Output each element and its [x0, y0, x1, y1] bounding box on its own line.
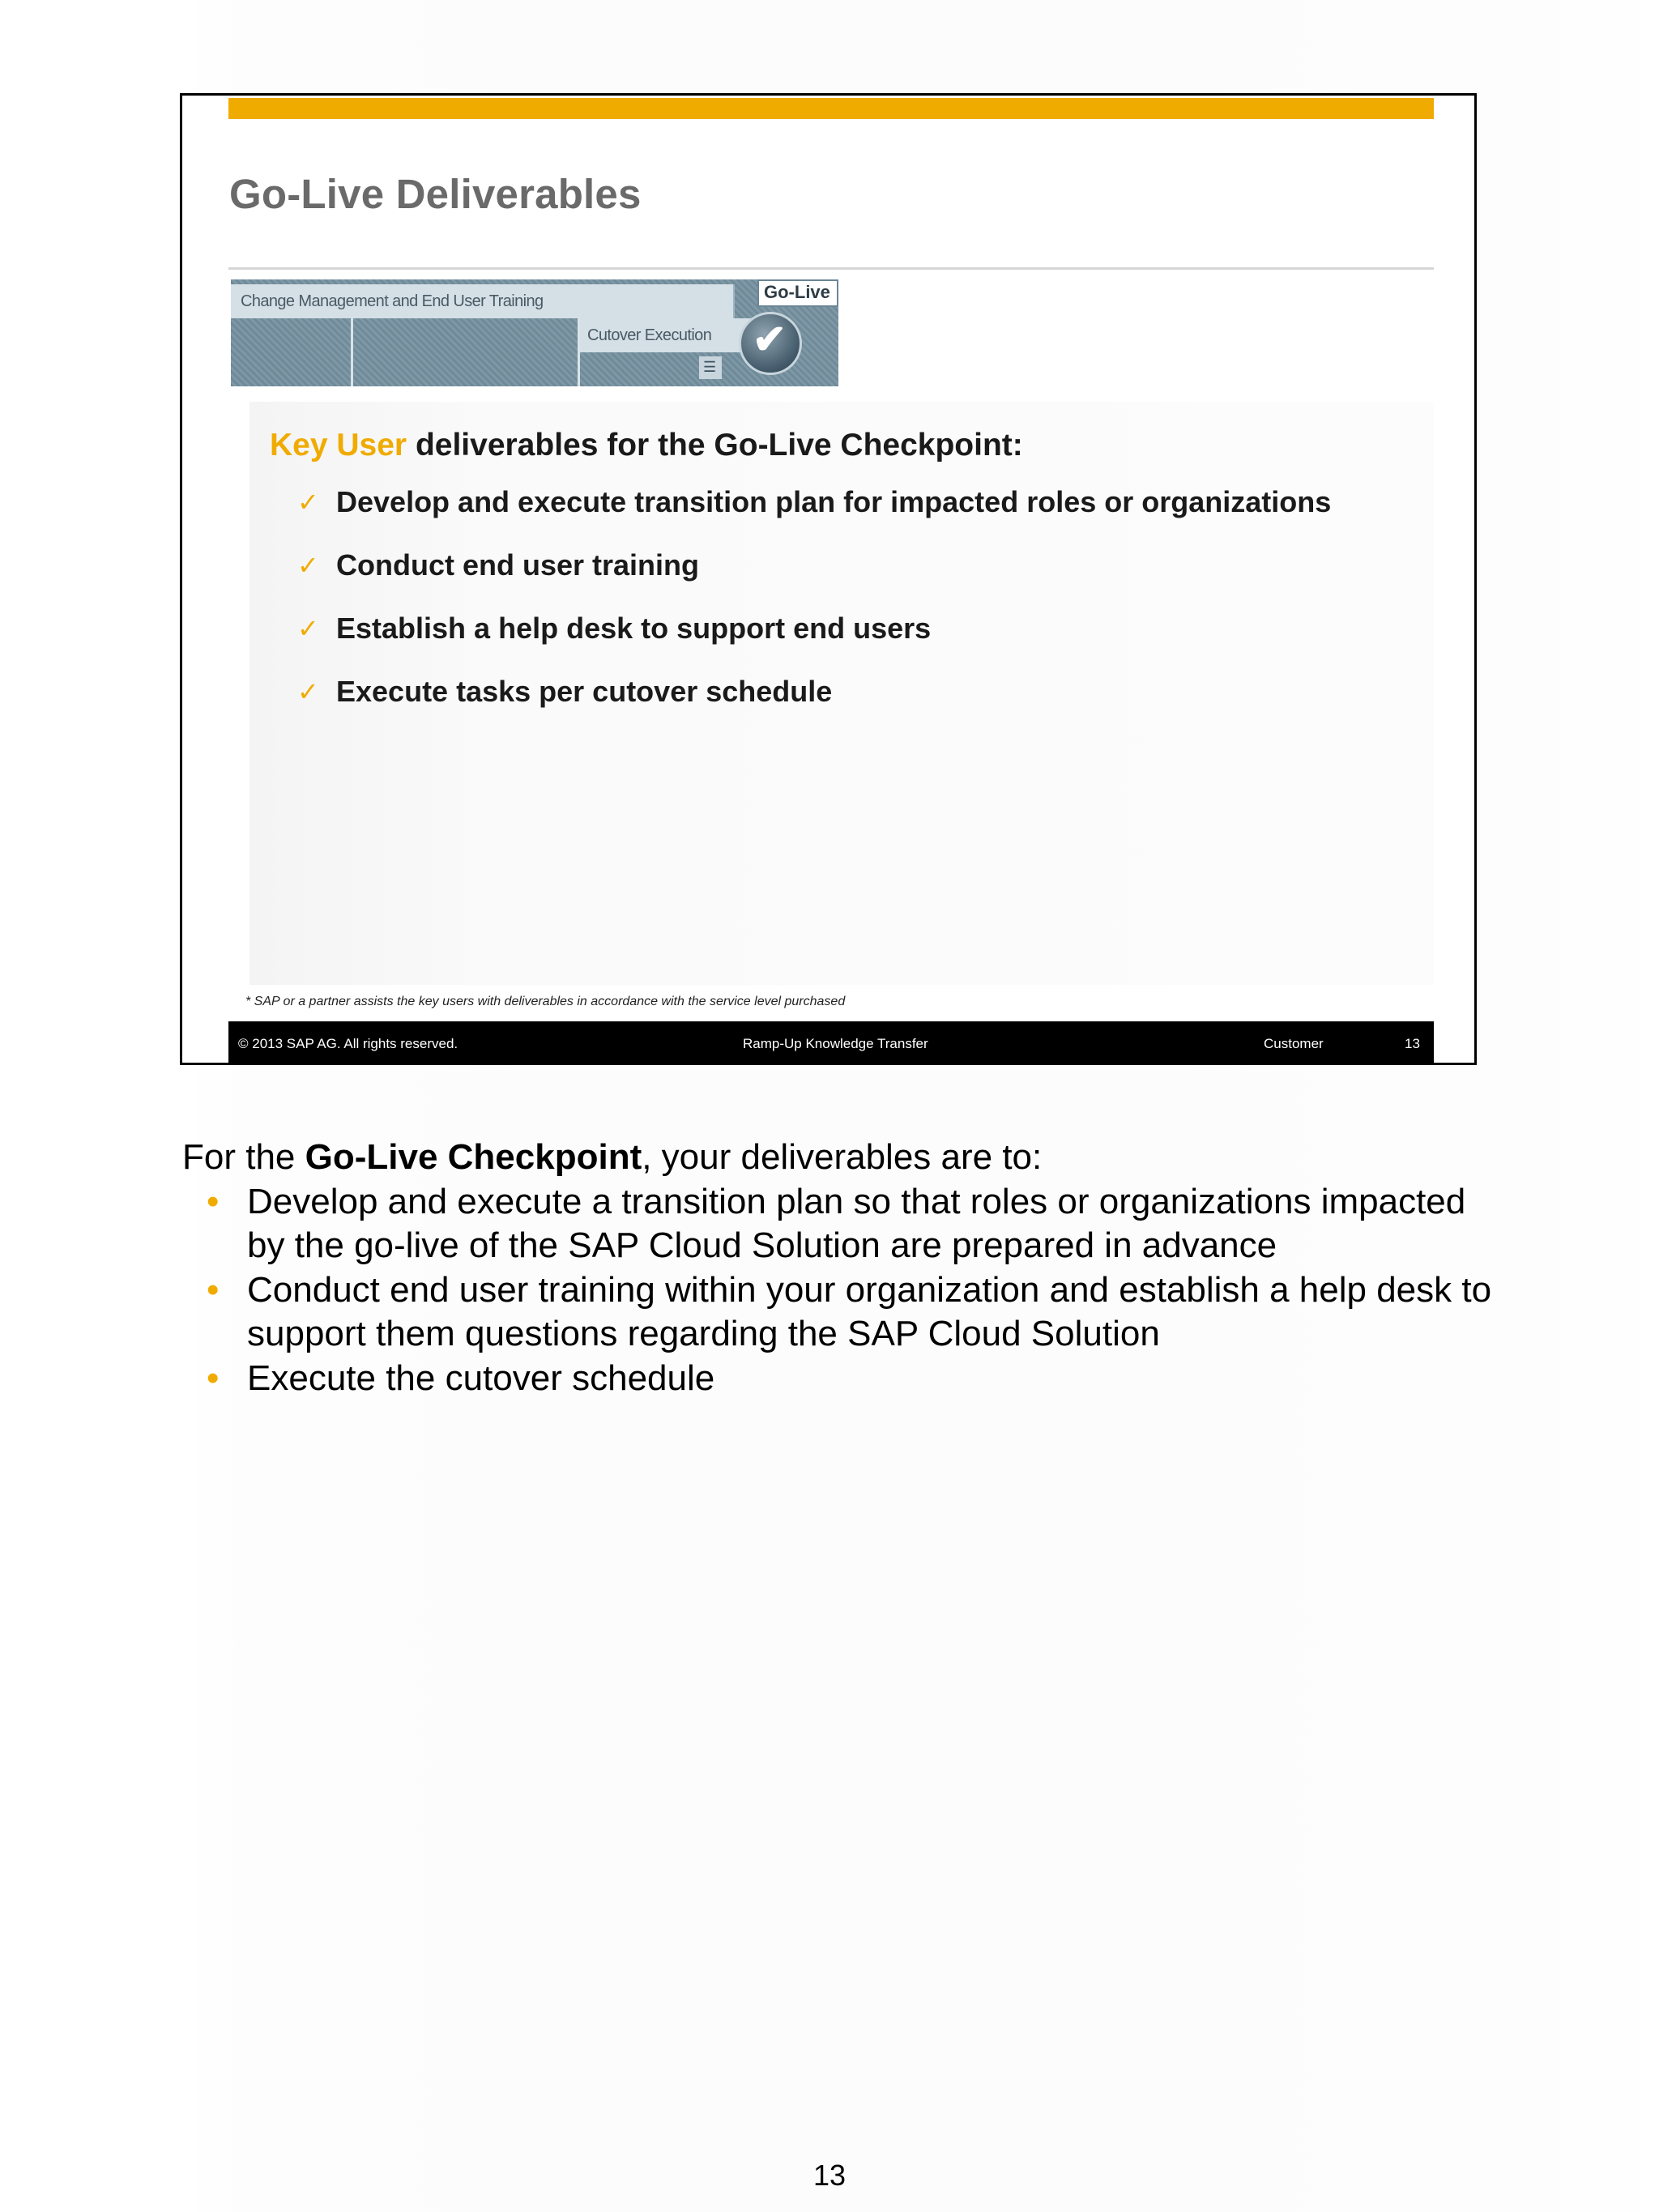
checklist-item: [296, 484, 1331, 548]
phase-label-cutover: Cutover Execution: [587, 326, 712, 344]
phase-divider: [351, 318, 353, 386]
list-icon: ☰: [703, 359, 717, 375]
speaker-notes: [182, 1136, 1495, 1400]
checkmark-icon: ✓: [297, 677, 319, 706]
footer-classification: Customer: [1264, 1036, 1324, 1051]
notes-intro-suffix: , your deliverables are to:: [642, 1137, 1043, 1177]
check-icon: ✔: [753, 317, 787, 362]
deliverables-heading: [270, 428, 1023, 463]
bullet-icon: •: [207, 1181, 220, 1221]
phase-divider: [578, 318, 580, 386]
deliverables-heading-text: deliverables for the Go-Live Checkpoint:: [407, 428, 1023, 462]
golive-milestone-label: Go-Live: [764, 282, 830, 302]
checkmark-icon: ✓: [297, 614, 319, 643]
checklist-item: [296, 548, 1331, 611]
notes-bullet-text: Develop and execute a transition plan so that roles or organizations impacted by the go-live of the SAP Cloud Solution are prepared in advance: [247, 1181, 1466, 1265]
phase-graphic: [231, 279, 838, 386]
slide: [180, 93, 1477, 1065]
notes-bullet-item: [182, 1180, 1495, 1268]
title-divider: [228, 267, 1434, 270]
notes-bullet-text: Conduct end user training within your organization and establish a help desk to support them questions regarding the SAP Cloud Solution: [247, 1269, 1492, 1353]
checkmark-icon: ✓: [297, 488, 319, 517]
notes-bullet-item: [182, 1268, 1495, 1357]
slide-footer: [228, 1021, 1434, 1065]
notes-intro-bold: Go-Live Checkpoint: [305, 1137, 642, 1177]
phase-marker: [699, 356, 722, 379]
page-number: 13: [812, 2159, 847, 2192]
notes-intro-prefix: For the: [182, 1137, 305, 1177]
checklist-item: [296, 611, 1331, 674]
slide-title: Go-Live Deliverables: [229, 171, 642, 217]
checklist-item: [296, 674, 1331, 737]
footer-copyright: © 2013 SAP AG. All rights reserved.: [238, 1036, 458, 1051]
bullet-icon: •: [207, 1357, 220, 1398]
checklist-item-text: Conduct end user training: [336, 548, 700, 582]
notes-bullet-list: [182, 1180, 1495, 1401]
deliverables-checklist: [296, 484, 1331, 737]
checkmark-icon: ✓: [297, 551, 319, 580]
slide-footnote: * SAP or a partner assists the key users with deliverables in accordance with the service level purchased: [245, 995, 846, 1008]
notes-bullet-item: [182, 1357, 1495, 1401]
phase-label-training: Change Management and End User Training: [241, 292, 544, 310]
slide-accent-bar: [228, 98, 1434, 119]
checklist-item-text: Develop and execute transition plan for impacted roles or organizations: [336, 485, 1332, 518]
notes-bullet-text: Execute the cutover schedule: [247, 1357, 715, 1398]
footer-slide-number: 13: [1405, 1036, 1420, 1051]
notes-intro: [182, 1136, 1495, 1180]
checklist-item-text: Establish a help desk to support end users: [336, 612, 932, 645]
checklist-item-text: Execute tasks per cutover schedule: [336, 675, 833, 708]
bullet-icon: •: [207, 1269, 220, 1310]
milestone-check-badge: [739, 312, 802, 375]
deliverables-heading-accent: Key User: [270, 428, 407, 462]
footer-title: Ramp-Up Knowledge Transfer: [743, 1036, 928, 1051]
